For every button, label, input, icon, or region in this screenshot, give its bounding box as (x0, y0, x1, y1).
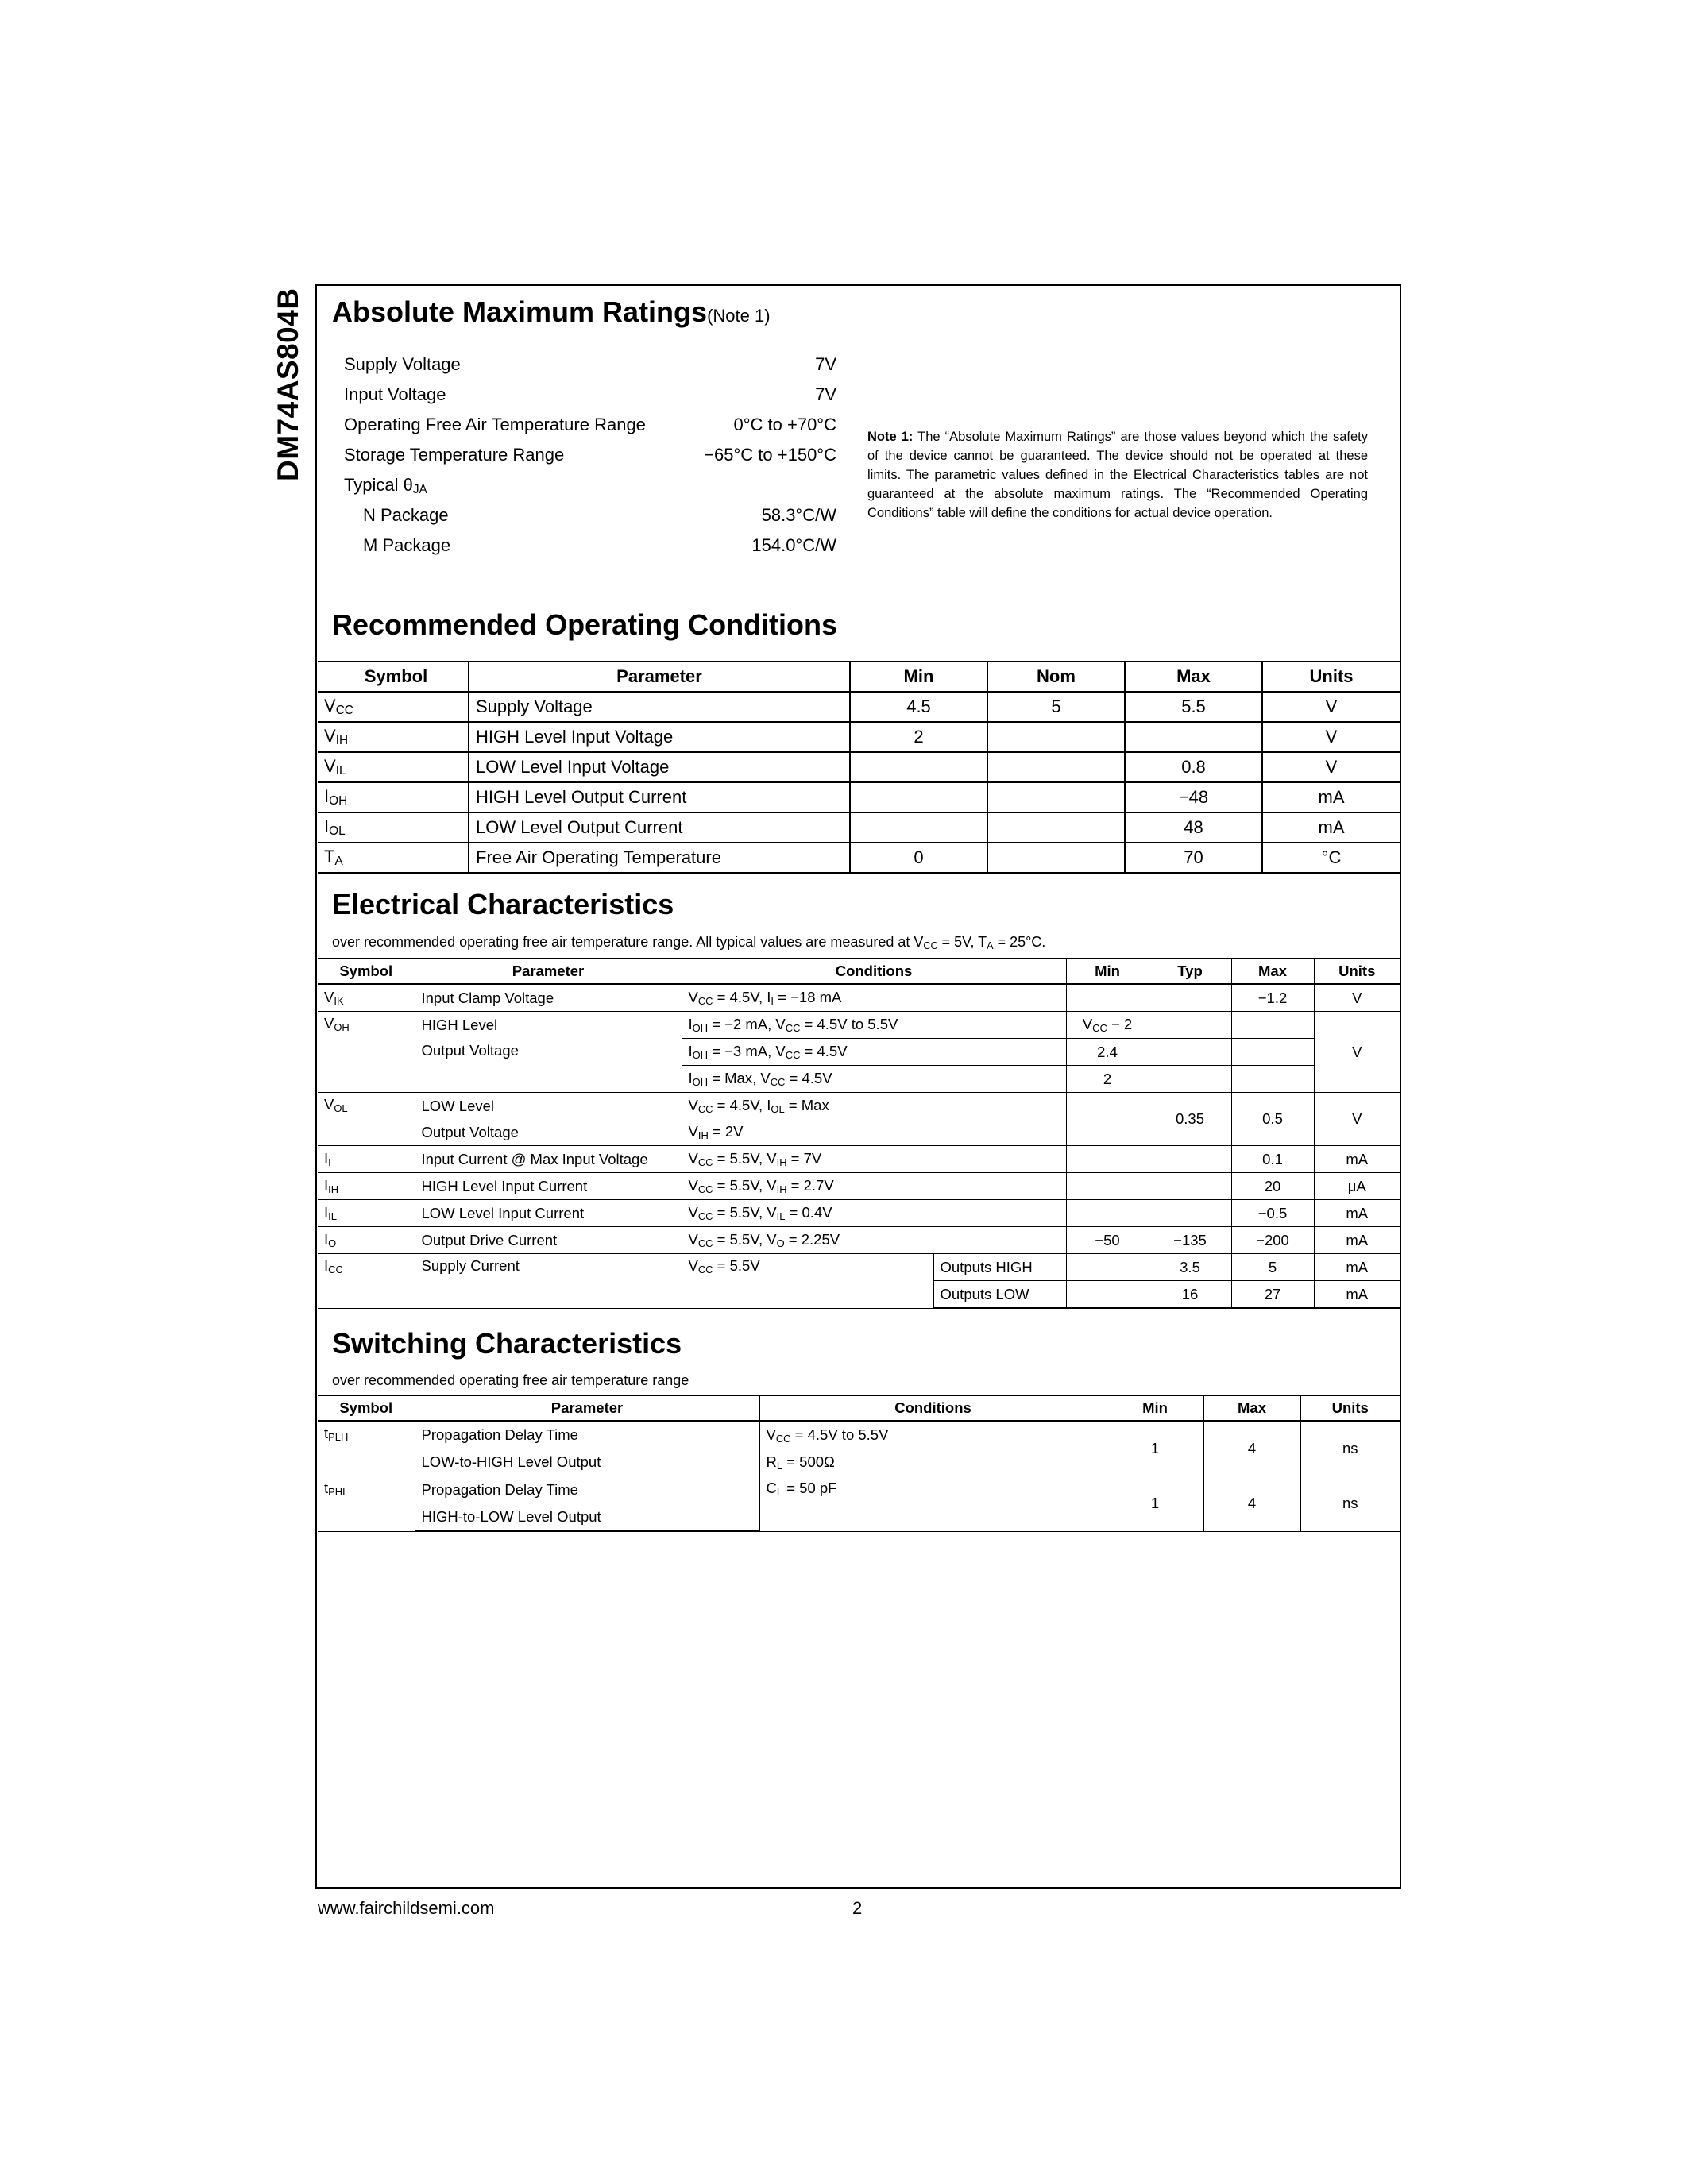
table-row (318, 812, 1400, 843)
max-cell: −200 (1231, 1227, 1314, 1254)
typ-cell (1149, 1200, 1231, 1227)
units-cell: °C (1262, 843, 1400, 873)
theta-label: Typical θ (344, 475, 413, 495)
param-cell: HIGH Level (415, 1012, 682, 1039)
cond-cell: $V_{CC} = 5.5V$, $V_{IL} = 0.4V$ (682, 1200, 1066, 1227)
param-cell: HIGH Level Input Current (415, 1173, 682, 1200)
max-cell: 4 (1203, 1421, 1300, 1476)
col-header: Parameter (469, 662, 850, 692)
max-cell: 5 (1231, 1254, 1314, 1281)
cond-cell: $I_{OH} = -3$ mA, $V_{CC} = 4.5V$ (682, 1039, 1066, 1066)
min-cell (1066, 1254, 1149, 1281)
typ-cell: −135 (1149, 1227, 1231, 1254)
symbol-cell: $V_{CC}$ (318, 692, 469, 722)
param-cell: Output Voltage (415, 1119, 682, 1146)
symbol-cell: $I_{OL}$ (318, 812, 469, 843)
max-cell: 70 (1125, 843, 1262, 873)
amr-label: Storage Temperature Range (344, 445, 565, 465)
max-cell (1231, 1066, 1314, 1093)
amr-value: 58.3°C/W (761, 505, 836, 525)
param-cell: LOW Level Output Current (469, 812, 850, 843)
amr-label: N Package (363, 505, 449, 525)
symbol-cell: $I_{IH}$ (318, 1173, 415, 1200)
col-header: Parameter (415, 1395, 759, 1421)
symbol-cell: $I_{OH}$ (318, 782, 469, 812)
amr-heading (332, 295, 771, 329)
symbol-cell: $V_{IH}$ (318, 722, 469, 752)
min-cell (850, 752, 987, 782)
min-cell: 2 (1066, 1066, 1149, 1093)
sc-title: Switching Characteristics (332, 1327, 682, 1360)
amr-row (344, 380, 836, 410)
units-cell: ns (1300, 1421, 1400, 1476)
roc-title: Recommended Operating Conditions (332, 608, 838, 641)
param-cell: HIGH Level Output Current (469, 782, 850, 812)
typ-cell (1149, 1066, 1231, 1093)
symbol-cell: $V_{IK}$ (318, 984, 415, 1012)
cond-cell: $C_L = 50$ pF (759, 1476, 1107, 1532)
amr-list (344, 349, 836, 561)
col-header: Nom (987, 662, 1125, 692)
footer-url[interactable]: www.fairchildsemi.com (318, 1898, 495, 1918)
roc-header-row (318, 662, 1400, 692)
typ-cell: 3.5 (1149, 1254, 1231, 1281)
max-cell: 27 (1231, 1281, 1314, 1309)
max-cell: 0.1 (1231, 1146, 1314, 1173)
nom-cell (987, 752, 1125, 782)
table-row (318, 752, 1400, 782)
min-cell: 4.5 (850, 692, 987, 722)
param-cell: HIGH Level Input Voltage (469, 722, 850, 752)
output-state-cell: Outputs HIGH (933, 1254, 1066, 1281)
table-row (318, 1012, 1400, 1039)
units-cell: V (1314, 1012, 1400, 1093)
min-cell: 2.4 (1066, 1039, 1149, 1066)
amr-value: 0°C to +70°C (733, 415, 836, 434)
param-cell: Input Current @ Max Input Voltage (415, 1146, 682, 1173)
units-cell: mA (1314, 1227, 1400, 1254)
amr-typical-label (344, 470, 427, 500)
cond-cell: $V_{IH} = 2V$ (682, 1119, 1066, 1146)
note-label: Note 1: (867, 430, 914, 444)
symbol-cell: $I_I$ (318, 1146, 415, 1173)
symbol-cell: $t_{PLH}$ (318, 1421, 415, 1476)
min-cell (1066, 1146, 1149, 1173)
table-row (318, 1200, 1400, 1227)
param-cell: LOW-to-HIGH Level Output (415, 1449, 759, 1476)
units-cell: ns (1300, 1476, 1400, 1532)
min-cell: −50 (1066, 1227, 1149, 1254)
cond-cell: $R_L = 500\Omega$ (759, 1449, 1107, 1476)
table-row (318, 692, 1400, 722)
table-row (318, 1476, 1400, 1504)
max-cell: 4 (1203, 1476, 1300, 1532)
roc-table (318, 661, 1400, 874)
amr-label: Supply Voltage (344, 354, 461, 374)
min-cell (850, 812, 987, 843)
amr-label: Input Voltage (344, 384, 446, 404)
note-1 (867, 427, 1368, 523)
symbol-cell: $T_A$ (318, 843, 469, 873)
max-cell: −0.5 (1231, 1200, 1314, 1227)
col-header: Max (1203, 1395, 1300, 1421)
table-row (318, 1227, 1400, 1254)
units-cell: mA (1314, 1200, 1400, 1227)
table-row (318, 782, 1400, 812)
amr-row-typical (344, 470, 836, 500)
typ-cell: 16 (1149, 1281, 1231, 1309)
sc-subtitle: over recommended operating free air temperature range (332, 1372, 689, 1388)
cond-cell: $V_{CC} = 4.5V$ to 5.5V (759, 1421, 1107, 1449)
param-cell: Supply Current (415, 1254, 682, 1309)
max-cell: −1.2 (1231, 984, 1314, 1012)
ec-title: Electrical Characteristics (332, 888, 674, 920)
units-cell: V (1314, 984, 1400, 1012)
table-row (318, 1039, 1400, 1066)
col-header: Min (850, 662, 987, 692)
min-cell (1066, 1200, 1149, 1227)
part-number-title: DM74AS804B (272, 287, 304, 481)
param-cell: Input Clamp Voltage (415, 984, 682, 1012)
symbol-cell: $V_{IL}$ (318, 752, 469, 782)
theta-sub: JA (412, 483, 427, 496)
param-cell: LOW Level (415, 1093, 682, 1120)
param-cell: Propagation Delay Time (415, 1421, 759, 1449)
min-cell (1066, 1281, 1149, 1309)
col-header: Conditions (759, 1395, 1107, 1421)
min-cell (1066, 984, 1149, 1012)
units-cell: V (1262, 692, 1400, 722)
param-cell: Output Drive Current (415, 1227, 682, 1254)
amr-row (344, 440, 836, 470)
cond-cell: $V_{CC} = 5.5V$, $V_{IH} = 2.7V$ (682, 1173, 1066, 1200)
units-cell: mA (1314, 1254, 1400, 1281)
col-header: Min (1066, 959, 1149, 984)
param-cell: LOW Level Input Current (415, 1200, 682, 1227)
max-cell: 0.8 (1125, 752, 1262, 782)
max-cell: 5.5 (1125, 692, 1262, 722)
col-header: Units (1314, 959, 1400, 984)
cond-cell: $V_{CC} = 5.5V$, $V_O = 2.25V$ (682, 1227, 1066, 1254)
col-header: Symbol (318, 1395, 415, 1421)
page-number: 2 (852, 1898, 863, 1918)
amr-label: M Package (363, 535, 451, 555)
nom-cell (987, 812, 1125, 843)
amr-value: 7V (815, 384, 836, 404)
amr-row (344, 349, 836, 380)
units-cell: mA (1262, 812, 1400, 843)
param-cell: Output Voltage (415, 1039, 682, 1093)
max-cell: 48 (1125, 812, 1262, 843)
col-header: Symbol (318, 662, 469, 692)
table-row (318, 1146, 1400, 1173)
min-cell (1066, 1093, 1149, 1146)
typ-cell (1149, 1146, 1231, 1173)
sc-table (318, 1395, 1400, 1532)
units-cell: mA (1314, 1146, 1400, 1173)
symbol-cell: $V_{OL}$ (318, 1093, 415, 1146)
units-cell: mA (1262, 782, 1400, 812)
symbol-cell: $V_{OH}$ (318, 1012, 415, 1093)
nom-cell (987, 843, 1125, 873)
units-cell: V (1262, 752, 1400, 782)
cond-cell: $V_{CC} = 5.5V$ (682, 1254, 933, 1309)
min-cell: $V_{CC} - 2$ (1066, 1012, 1149, 1039)
amr-value: 7V (815, 354, 836, 374)
amr-row (344, 531, 836, 561)
amr-row (344, 500, 836, 531)
col-header: Conditions (682, 959, 1066, 984)
ec-table (318, 958, 1400, 1309)
cond-cell: $V_{CC} = 4.5V$, $I_{OL}$ = Max (682, 1093, 1066, 1120)
param-cell: Free Air Operating Temperature (469, 843, 850, 873)
col-header: Max (1231, 959, 1314, 984)
min-cell (850, 782, 987, 812)
col-header: Symbol (318, 959, 415, 984)
amr-value: −65°C to +150°C (704, 445, 836, 465)
units-cell: mA (1314, 1281, 1400, 1309)
table-row (318, 1173, 1400, 1200)
amr-value: 154.0°C/W (751, 535, 836, 555)
table-row (318, 1093, 1400, 1120)
output-state-cell: Outputs LOW (933, 1281, 1066, 1309)
min-cell: 1 (1107, 1421, 1203, 1476)
nom-cell: 5 (987, 692, 1125, 722)
param-cell: Propagation Delay Time (415, 1476, 759, 1504)
note-text: The “Absolute Maximum Ratings” are those values beyond which the safety of the device cannot be guaranteed. The device should not be operated at these limits. The parametric values defined in the Electrical Characteristics tables are not guaranteed at the absolute maximum ratings. The “Recommended Operating Conditions” table will define the conditions for actual device operation. (867, 430, 1369, 520)
min-cell (1066, 1173, 1149, 1200)
col-header: Units (1262, 662, 1400, 692)
cond-cell: $I_{OH}$ = Max, $V_{CC} = 4.5V$ (682, 1066, 1066, 1093)
col-header: Typ (1149, 959, 1231, 984)
max-cell (1231, 1039, 1314, 1066)
min-cell: 0 (850, 843, 987, 873)
max-cell: 0.5 (1231, 1093, 1314, 1146)
cond-cell: $I_{OH} = -2$ mA, $V_{CC} = 4.5V$ to 5.5V (682, 1012, 1066, 1039)
table-row (318, 984, 1400, 1012)
typ-cell (1149, 1012, 1231, 1039)
table-row (318, 843, 1400, 873)
amr-title: Absolute Maximum Ratings (332, 295, 708, 328)
units-cell: V (1262, 722, 1400, 752)
max-cell (1125, 722, 1262, 752)
col-header: Max (1125, 662, 1262, 692)
min-cell: 2 (850, 722, 987, 752)
symbol-cell: $t_{PHL}$ (318, 1476, 415, 1532)
param-cell: Supply Voltage (469, 692, 850, 722)
min-cell: 1 (1107, 1476, 1203, 1532)
param-cell: HIGH-to-LOW Level Output (415, 1503, 759, 1531)
table-row (318, 1254, 1400, 1281)
max-cell: −48 (1125, 782, 1262, 812)
ec-header-row (318, 959, 1400, 984)
amr-label: Operating Free Air Temperature Range (344, 415, 646, 434)
typ-cell (1149, 1173, 1231, 1200)
col-header: Min (1107, 1395, 1203, 1421)
max-cell: 20 (1231, 1173, 1314, 1200)
cond-cell: $V_{CC} = 4.5V$, $I_I = -18$ mA (682, 984, 1066, 1012)
units-cell: V (1314, 1093, 1400, 1146)
amr-note-ref: (Note 1) (707, 306, 771, 326)
typ-cell: 0.35 (1149, 1093, 1231, 1146)
nom-cell (987, 722, 1125, 752)
amr-row (344, 410, 836, 440)
symbol-cell: $I_{IL}$ (318, 1200, 415, 1227)
nom-cell (987, 782, 1125, 812)
units-cell: μA (1314, 1173, 1400, 1200)
sc-header-row (318, 1395, 1400, 1421)
col-header: Units (1300, 1395, 1400, 1421)
table-row (318, 1421, 1400, 1449)
ec-subtitle: over recommended operating free air temperature range. All typical values are measured at $V_{CC} = 5V$, $T_A = 25^\circ C$. (332, 934, 1046, 951)
col-header: Parameter (415, 959, 682, 984)
typ-cell (1149, 984, 1231, 1012)
param-cell: LOW Level Input Voltage (469, 752, 850, 782)
table-row (318, 722, 1400, 752)
typ-cell (1149, 1039, 1231, 1066)
symbol-cell: $I_O$ (318, 1227, 415, 1254)
symbol-cell: $I_{CC}$ (318, 1254, 415, 1309)
max-cell (1231, 1012, 1314, 1039)
cond-cell: $V_{CC} = 5.5V$, $V_{IH} = 7V$ (682, 1146, 1066, 1173)
